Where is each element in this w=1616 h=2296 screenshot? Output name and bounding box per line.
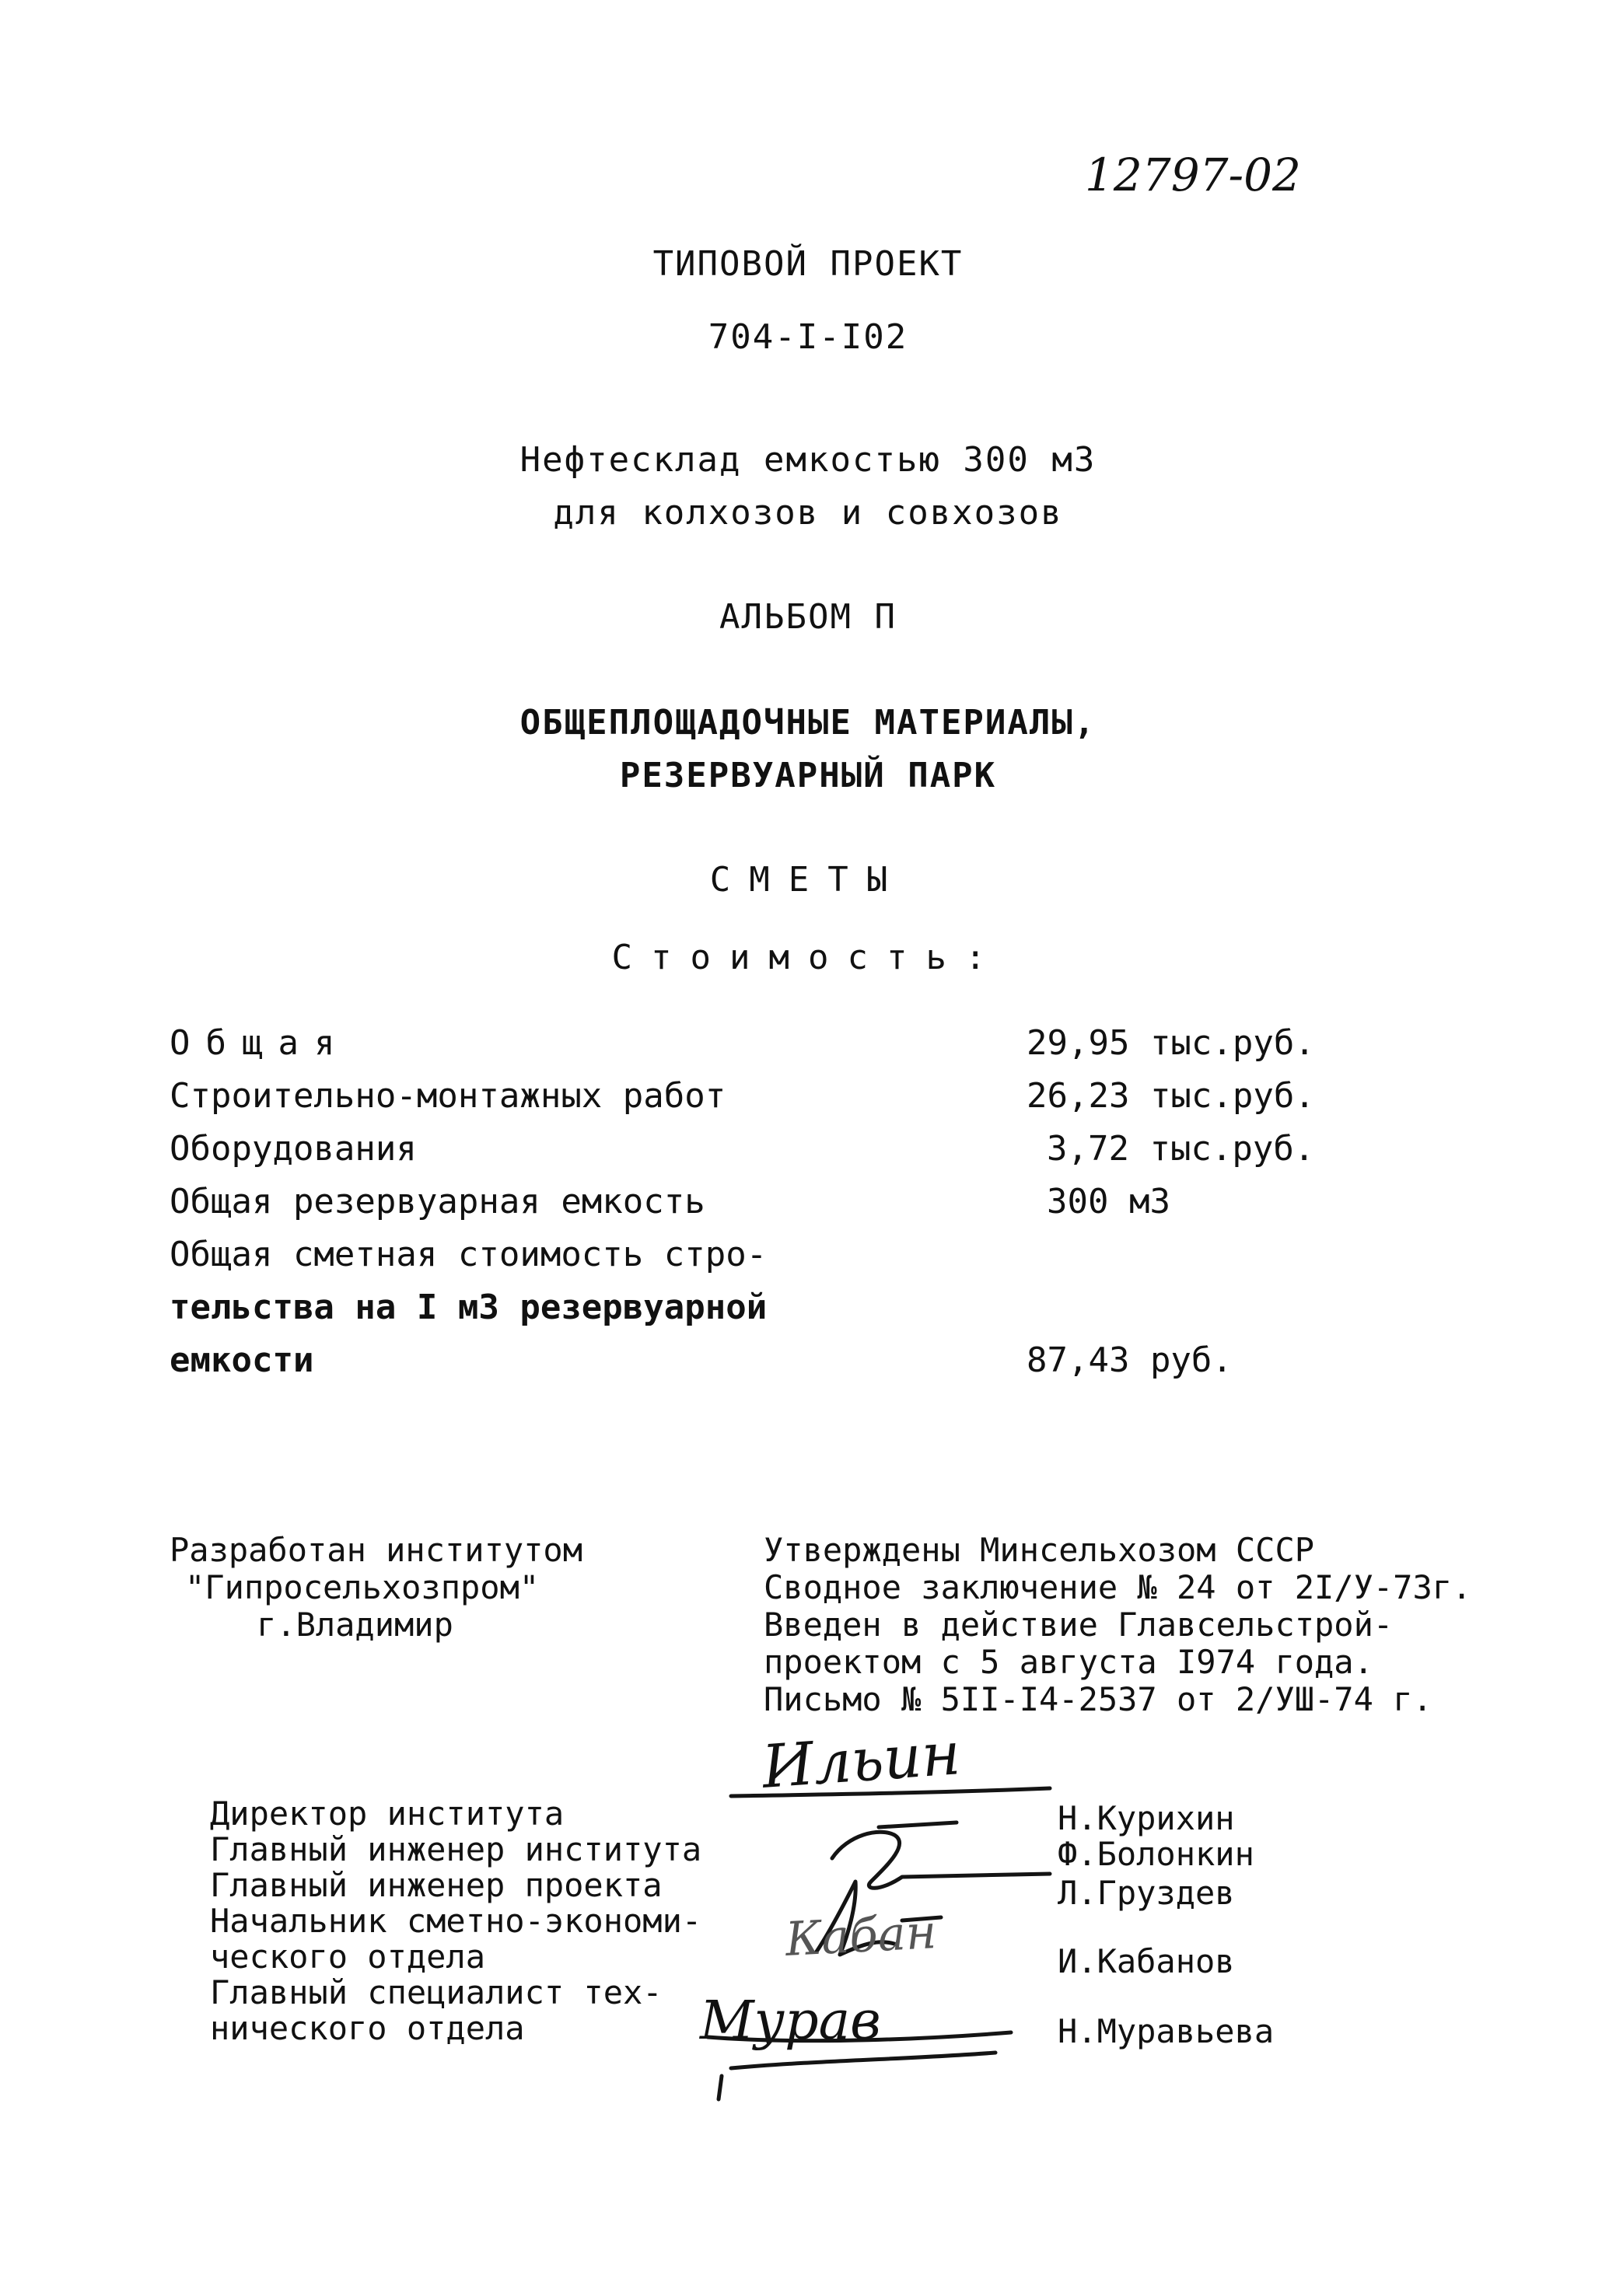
name-technical-specialist: Н.Муравьева xyxy=(1058,2012,1275,2050)
approval-line-2: Сводное заключение № 24 от 2I/У-73г. xyxy=(764,1568,1472,1606)
project-code: 704-I-I02 xyxy=(708,317,908,357)
cost-label: Общая сметная стоимость стро- xyxy=(170,1235,768,1274)
cost-label: Общая резервуарная емкость xyxy=(170,1182,705,1221)
estimates-title: СМЕТЫ xyxy=(709,860,907,900)
developer-line-2: "Гипросельхозпром" xyxy=(185,1568,540,1606)
role-technical-specialist: Главный специалист тех- xyxy=(210,1973,663,2011)
album-title: АЛЬБОМ П xyxy=(719,597,897,637)
materials-line-2: РЕЗЕРВУАРНЫЙ ПАРК xyxy=(619,756,997,795)
cost-value: 300 м3 xyxy=(1047,1182,1170,1221)
name-director: Н.Курихин xyxy=(1058,1799,1235,1837)
cost-label: Общая xyxy=(170,1023,351,1063)
signature-5-flourish xyxy=(700,2022,1027,2107)
role-estimates-head: Начальник сметно-экономи- xyxy=(210,1902,702,1940)
signature-5: Мурав xyxy=(700,1990,881,2052)
subject-line-1: Нефтесклад емкостью 300 м3 xyxy=(519,440,1097,480)
developer-line-3: г.Владимир xyxy=(257,1606,453,1644)
signature-4: Кабан xyxy=(784,1904,938,1968)
approval-line-1: Утверждены Минсельхозом СССР xyxy=(764,1531,1315,1569)
document-type: ТИПОВОЙ ПРОЕКТ xyxy=(652,244,964,284)
cost-value: 3,72 тыс.руб. xyxy=(1047,1129,1315,1169)
cost-value: 87,43 руб. xyxy=(1027,1340,1233,1380)
approval-line-4: проектом с 5 августа I974 года. xyxy=(764,1643,1373,1681)
cost-label: Строительно-монтажных работ xyxy=(170,1076,726,1116)
approval-line-3: Введен в действие Главсельстрой- xyxy=(764,1606,1394,1644)
role-technical-specialist-cont: нического отдела xyxy=(210,2009,525,2047)
name-chief-engineer-institute: Ф.Болонкин xyxy=(1058,1835,1254,1873)
signature-1: Ильин xyxy=(760,1718,963,1802)
name-estimates-head: И.Кабанов xyxy=(1058,1942,1235,1980)
signature-1-underline xyxy=(731,1781,1058,1804)
role-chief-engineer-institute: Главный инженер института xyxy=(210,1830,702,1868)
role-chief-engineer-project: Главный инженер проекта xyxy=(210,1866,663,1904)
name-chief-engineer-project: Л.Груздев xyxy=(1058,1874,1235,1912)
developer-line-1: Разработан институтом xyxy=(170,1531,583,1569)
cost-heading: Стоимость: xyxy=(611,938,1005,977)
role-director: Директор института xyxy=(210,1795,565,1833)
cost-value: 26,23 тыс.руб. xyxy=(1027,1076,1315,1116)
cost-label: Оборудования xyxy=(170,1129,417,1169)
cost-label: емкости xyxy=(170,1340,314,1380)
role-estimates-head-cont: ческого отдела xyxy=(210,1938,486,1976)
subject-line-2: для колхозов и совхозов xyxy=(553,493,1063,533)
cost-value: 29,95 тыс.руб. xyxy=(1027,1023,1315,1063)
approval-line-5: Письмо № 5II-I4-2537 от 2/УШ-74 г. xyxy=(764,1680,1432,1718)
materials-line-1: ОБЩЕПЛОЩАДОЧНЫЕ МАТЕРИАЛЫ, xyxy=(519,703,1097,743)
archive-number: 12797-02 xyxy=(1085,149,1301,201)
cost-label: тельства на I м3 резервуарной xyxy=(170,1288,768,1327)
